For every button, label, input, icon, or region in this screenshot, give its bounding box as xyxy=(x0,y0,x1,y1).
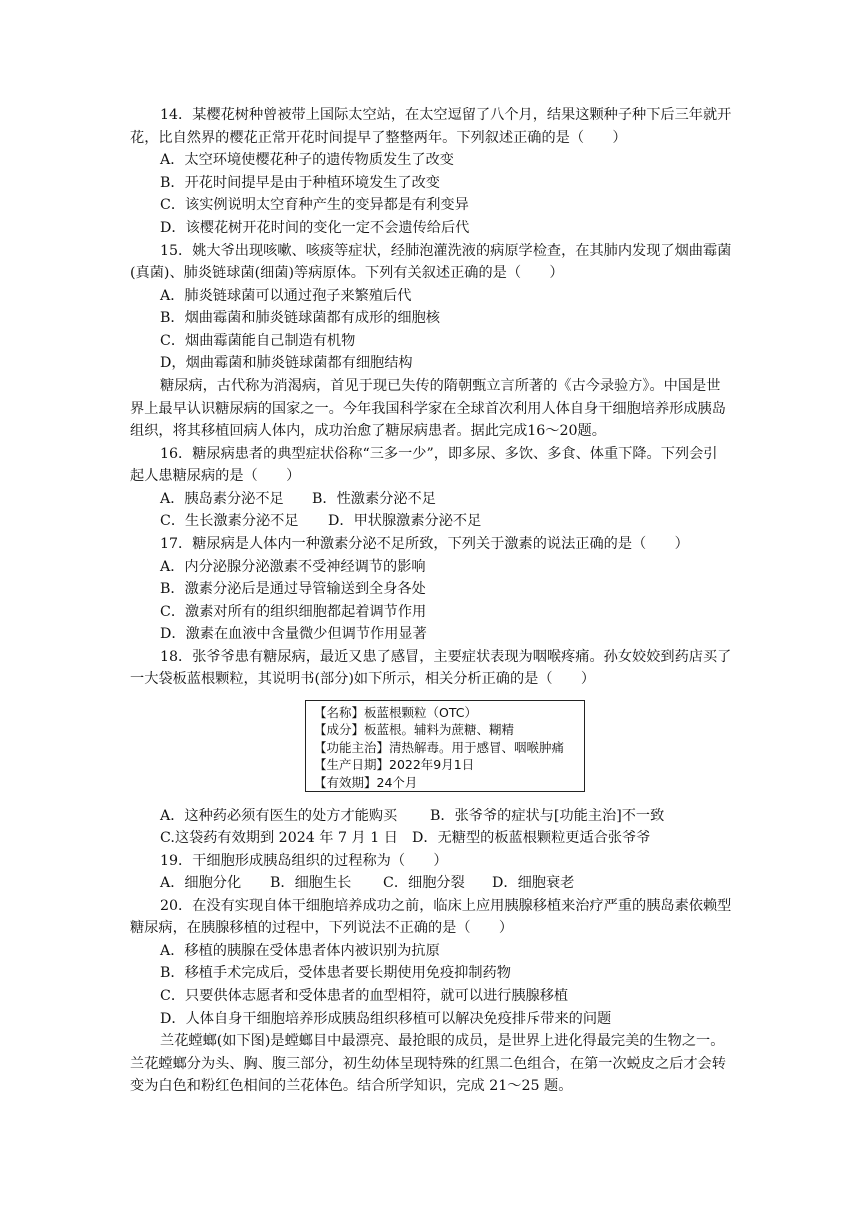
question-stem: 花，比自然界的樱花正常开花时间提早了整整两年。下列叙述正确的是（ ） xyxy=(130,130,627,146)
option-d: D．细胞衰老 xyxy=(492,875,575,891)
medicine-label-box xyxy=(305,700,585,792)
option-a: A．移植的胰腺在受体患者体内被识别为抗原 xyxy=(160,943,440,959)
passage-line: 界上最早认识糖尿病的国家之一。今年我国科学家在全球首次利用人体自身干细胞培养形成胰岛 xyxy=(130,401,726,417)
question-stem: 糖尿病，在胰腺移植的过程中，下列说法不正确的是（ ） xyxy=(130,920,514,936)
question-stem: 15．姚大爷出现咳嗽、咳痰等症状，经肺泡灌洗液的病原学检查，在其肺内发现了烟曲霉菌 xyxy=(160,243,732,259)
option-c: C．激素对所有的组织细胞都起着调节作用 xyxy=(160,604,427,620)
passage-line: 组织，将其移植回病人体内，成功治愈了糖尿病患者。据此完成16～20题。 xyxy=(130,423,606,439)
question-stem: 19．干细胞形成胰岛组织的过程称为（ ） xyxy=(160,853,448,869)
passage-line: 兰花螳螂分为头、胸、腹三部分，初生幼体呈现特殊的红黑二色组合，在第一次蜕皮之后才会转 xyxy=(130,1056,726,1072)
option-c: C．只要供体志愿者和受体患者的血型相符，就可以进行胰腺移植 xyxy=(160,988,569,1004)
passage-line: 糖尿病，古代称为消渴病，首见于现已失传的隋朝甄立言所著的《古今录验方》。中国是世 xyxy=(160,378,721,394)
question-stem: 17．糖尿病是人体内一种激素分泌不足所致，下列关于激素的说法正确的是（ ） xyxy=(160,536,689,552)
option-b: B．张爷爷的症状与[功能主治]不一致 xyxy=(430,808,665,824)
label-validity: 【有效期】24个月 xyxy=(314,774,418,790)
option-c: C．该实例说明太空育种产生的变异都是有利变异 xyxy=(160,197,469,213)
option-a: A．太空环境使樱花种子的遗传物质发生了改变 xyxy=(160,152,454,168)
option-d: D．人体自身干细胞培养形成胰岛组织移植可以解决免疫排斥带来的问题 xyxy=(160,1011,612,1027)
option-a: A．胰岛素分泌不足 xyxy=(160,491,284,507)
label-ingredients: 【成分】板蓝根。辅料为蔗糖、糊精 xyxy=(314,722,515,738)
option-a: A．内分泌腺分泌激素不受神经调节的影响 xyxy=(160,559,426,575)
question-stem: 14．某樱花树种曾被带上国际太空站，在太空逗留了八个月，结果这颗种子种下后三年就开 xyxy=(160,107,732,123)
option-c: C．生长激素分泌不足 xyxy=(160,513,299,529)
option-b: B．性激素分泌不足 xyxy=(312,491,436,507)
question-stem: 起人患糖尿病的是（ ） xyxy=(130,468,301,484)
option-a: A．这种药必须有医生的处方才能购买 xyxy=(160,808,398,824)
option-a: A．肺炎链球菌可以通过孢子来繁殖后代 xyxy=(160,288,412,304)
option-d: D．无糖型的板蓝根颗粒更适合张爷爷 xyxy=(412,830,651,846)
option-d: D，烟曲霉菌和肺炎链球菌都有细胞结构 xyxy=(160,355,413,371)
option-b: B．细胞生长 xyxy=(270,875,352,891)
option-d: D．该樱花树开花时间的变化一定不会遗传给后代 xyxy=(160,220,470,236)
question-stem: 一大袋板蓝根颗粒，其说明书(部分)如下所示，相关分析正确的是（ ） xyxy=(130,671,596,687)
option-c: C．细胞分裂 xyxy=(383,875,465,891)
option-b: B．烟曲霉菌和肺炎链球菌都有成形的细胞核 xyxy=(160,310,440,326)
question-stem: 16．糖尿病患者的典型症状俗称“三多一少”，即多尿、多饮、多食、体重下降。下列会引 xyxy=(160,446,718,462)
question-stem: (真菌)、肺炎链球菌(细菌)等病原体。下列有关叙述正确的是（ ） xyxy=(130,265,564,281)
option-d: D．激素在血液中含量微少但调节作用显著 xyxy=(160,626,427,642)
passage-line: 变为白色和粉红色相间的兰花体色。结合所学知识，完成 21～25 题。 xyxy=(130,1078,573,1094)
option-a: A．细胞分化 xyxy=(160,875,242,891)
option-b: B．激素分泌后是通过导管输送到全身各处 xyxy=(160,581,426,597)
passage-line: 兰花螳螂(如下图)是螳螂目中最漂亮、最抢眼的成员，是世界上进化得最完美的生物之一。 xyxy=(160,1033,725,1049)
option-d: D．甲状腺激素分泌不足 xyxy=(328,513,482,529)
label-production-date: 【生产日期】2022年9月1日 xyxy=(314,757,475,773)
option-b: B．移植手术完成后，受体患者要长期使用免疫抑制药物 xyxy=(160,965,511,981)
option-c: C．烟曲霉菌能自己制造有机物 xyxy=(160,333,356,349)
label-indications: 【功能主治】清热解毒。用于感冒、咽喉肿痛 xyxy=(314,739,565,755)
option-b: B．开花时间提早是由于种植环境发生了改变 xyxy=(160,175,440,191)
question-stem: 18．张爷爷患有糖尿病，最近又患了感冒，主要症状表现为咽喉疼痛。孙女姣姣到药店买了 xyxy=(160,649,732,665)
option-c: C.这袋药有效期到 2024 年 7 月 1 日 xyxy=(160,830,398,846)
label-name: 【名称】板蓝根颗粒（OTC） xyxy=(314,705,477,720)
question-stem: 20．在没有实现自体干细胞培养成功之前，临床上应用胰腺移植来治疗严重的胰岛素依赖型 xyxy=(160,898,732,914)
